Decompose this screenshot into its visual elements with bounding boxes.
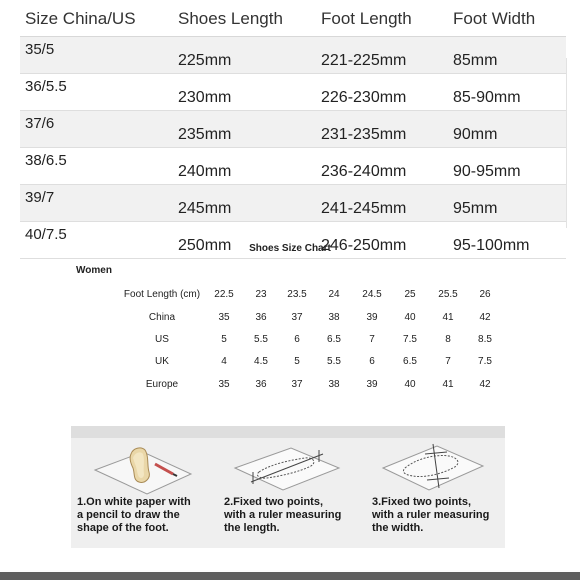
size-table-cell: 231-235mm bbox=[316, 111, 448, 148]
header-size-china-us: Size China/US bbox=[20, 2, 173, 37]
size-table-cell: 235mm bbox=[173, 111, 316, 148]
women-chart-cell: 23.5 bbox=[287, 289, 307, 300]
women-chart-cell: 6 bbox=[369, 356, 375, 367]
size-table-cell: 37/6 bbox=[20, 111, 173, 148]
size-table-cell: 95-100mm bbox=[448, 222, 566, 259]
women-chart-cell: 40 bbox=[404, 312, 416, 323]
ruler-length-icon bbox=[231, 442, 343, 496]
size-table-cell: 226-230mm bbox=[316, 74, 448, 111]
women-chart-cell: 8.5 bbox=[478, 334, 492, 345]
women-chart-cell: 7 bbox=[445, 356, 451, 367]
size-table-row bbox=[20, 148, 566, 185]
women-chart-cell: 41 bbox=[442, 379, 454, 390]
women-chart-cell: 42 bbox=[479, 379, 491, 390]
women-chart-cell: 37 bbox=[291, 312, 303, 323]
table-edge-line bbox=[566, 58, 567, 228]
size-table-cell: 240mm bbox=[173, 148, 316, 185]
women-chart-cell: 39 bbox=[366, 312, 378, 323]
women-row-label: Foot Length (cm) bbox=[123, 289, 201, 300]
women-chart-cell: 7.5 bbox=[403, 334, 417, 345]
size-table-cell: 225mm bbox=[173, 37, 316, 74]
women-chart-cell: 6 bbox=[294, 334, 300, 345]
women-chart-cell: 23 bbox=[255, 289, 267, 300]
women-chart-cell: 36 bbox=[255, 379, 267, 390]
women-chart-cell: 26 bbox=[479, 289, 491, 300]
women-chart-cell: 37 bbox=[291, 379, 303, 390]
size-table-cell: 245mm bbox=[173, 185, 316, 222]
size-table-cell: 36/5.5 bbox=[20, 74, 173, 111]
women-row-label: China bbox=[148, 312, 176, 323]
women-chart-cell: 38 bbox=[328, 379, 340, 390]
size-table-header-row bbox=[20, 2, 566, 37]
women-chart-cell: 5 bbox=[221, 334, 227, 345]
women-row-label: UK bbox=[155, 356, 169, 367]
size-table-cell: 90mm bbox=[448, 111, 566, 148]
women-chart-cell: 35 bbox=[218, 312, 230, 323]
women-chart-cell: 8 bbox=[445, 334, 451, 345]
size-table-cell: 236-240mm bbox=[316, 148, 448, 185]
header-foot-length: Foot Length bbox=[316, 2, 448, 37]
women-chart-cell: 6.5 bbox=[403, 356, 417, 367]
women-chart-cell: 38 bbox=[328, 312, 340, 323]
instruction-step-2: 2.Fixed two points, with a ruler measuring the length. bbox=[224, 496, 342, 534]
size-table-row bbox=[20, 111, 566, 148]
women-chart-cell: 24 bbox=[328, 289, 340, 300]
women-chart-cell: 22.5 bbox=[214, 289, 234, 300]
women-chart-cell: 35 bbox=[218, 379, 230, 390]
ruler-width-icon bbox=[377, 438, 489, 496]
size-table-cell: 35/5 bbox=[20, 37, 173, 74]
women-chart-cell: 5.5 bbox=[327, 356, 341, 367]
women-section-label: Women bbox=[76, 265, 112, 276]
size-table-row bbox=[20, 74, 566, 111]
size-table-cell: 95mm bbox=[448, 185, 566, 222]
women-chart-cell: 4 bbox=[221, 356, 227, 367]
instruction-step-1: 1.On white paper with a pencil to draw the shape of the foot. bbox=[77, 496, 191, 534]
instructions-band bbox=[71, 426, 505, 438]
chart-title: Shoes Size Chart bbox=[249, 243, 331, 254]
women-chart-cell: 40 bbox=[404, 379, 416, 390]
size-table-cell: 85mm bbox=[448, 37, 566, 74]
women-row-label: Europe bbox=[145, 379, 179, 390]
foot-outline-icon bbox=[89, 438, 195, 496]
women-chart-cell: 39 bbox=[366, 379, 378, 390]
women-chart-cell: 25 bbox=[404, 289, 416, 300]
header-shoes-length: Shoes Length bbox=[173, 2, 316, 37]
size-table-row bbox=[20, 37, 566, 74]
women-chart-cell: 24.5 bbox=[362, 289, 382, 300]
size-table-cell: 39/7 bbox=[20, 185, 173, 222]
instruction-step-3: 3.Fixed two points, with a ruler measuring the width. bbox=[372, 496, 490, 534]
measure-instructions-panel bbox=[71, 426, 505, 548]
women-chart-cell: 6.5 bbox=[327, 334, 341, 345]
women-chart-cell: 4.5 bbox=[254, 356, 268, 367]
women-chart-cell: 25.5 bbox=[438, 289, 458, 300]
women-chart-cell: 5 bbox=[294, 356, 300, 367]
women-row-label: US bbox=[155, 334, 169, 345]
size-table-cell: 40/7.5 bbox=[20, 222, 173, 259]
women-chart-cell: 42 bbox=[479, 312, 491, 323]
header-foot-width: Foot Width bbox=[448, 2, 566, 37]
women-chart-cell: 7.5 bbox=[478, 356, 492, 367]
size-table-cell: 221-225mm bbox=[316, 37, 448, 74]
women-chart-cell: 7 bbox=[369, 334, 375, 345]
women-chart-cell: 36 bbox=[255, 312, 267, 323]
size-table-cell: 250mm bbox=[173, 222, 316, 259]
size-table-cell: 90-95mm bbox=[448, 148, 566, 185]
size-table-cell: 241-245mm bbox=[316, 185, 448, 222]
size-table-cell: 246-250mm bbox=[316, 222, 448, 259]
size-table-cell: 230mm bbox=[173, 74, 316, 111]
size-table bbox=[20, 2, 566, 259]
bottom-bar bbox=[0, 572, 580, 580]
women-chart-cell: 5.5 bbox=[254, 334, 268, 345]
women-chart-cell: 41 bbox=[442, 312, 454, 323]
size-table-cell: 85-90mm bbox=[448, 74, 566, 111]
size-table-row bbox=[20, 185, 566, 222]
size-table-cell: 38/6.5 bbox=[20, 148, 173, 185]
